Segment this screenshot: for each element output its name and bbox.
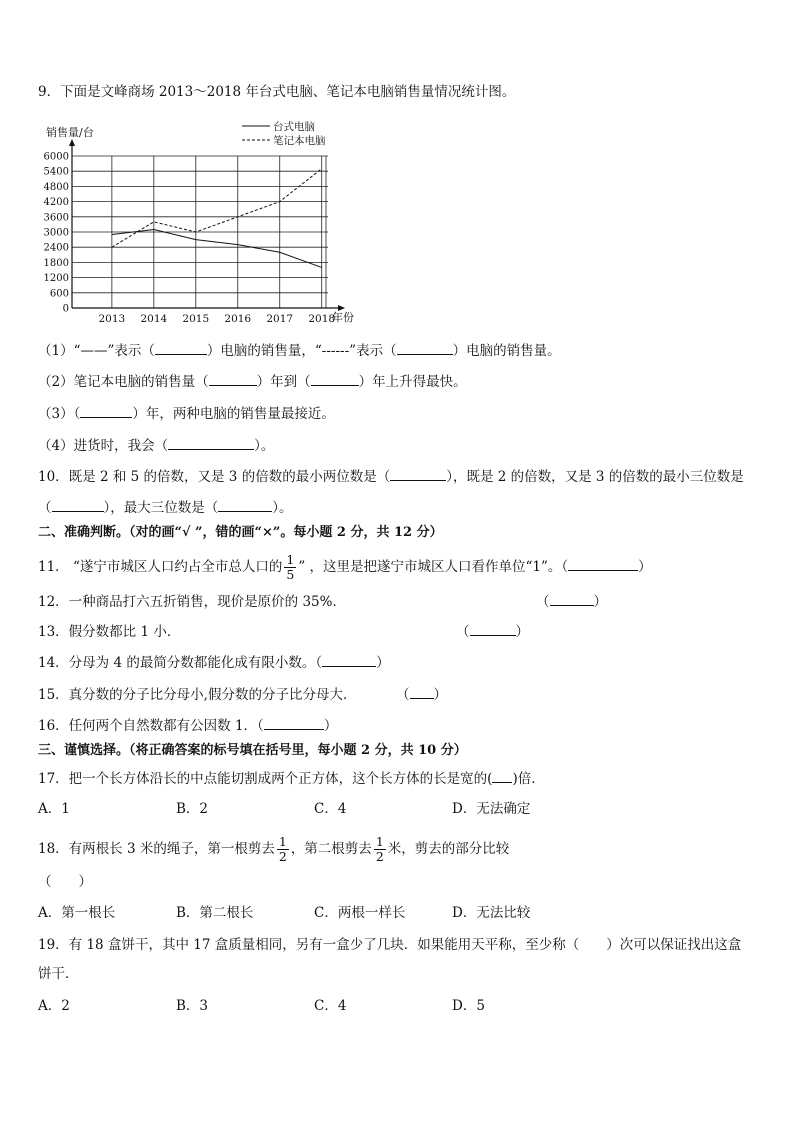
y-tick-label: 0 (62, 303, 69, 315)
q17-option-a[interactable]: A．1 (38, 801, 70, 817)
q15-blank[interactable] (410, 685, 434, 699)
q9-sub1: （1）“——”表示（ ）电脑的销售量，“------”表示（ ）电脑的销售量。 (38, 343, 561, 359)
q18-stem: 18．有两根长 3 米的绳子，第一根剪去 $\frac{1}{2}$ ，第二根剪去 $\frac{1}{2}$ 米，剪去的部分比较 (38, 834, 510, 864)
q19-option-d[interactable]: D．5 (452, 998, 485, 1014)
q19-line1: 19．有 18 盒饼干，其中 17 盒质量相同，另有一盒少了几块．如果能用天平称，至少称（ ）次可以保证找出这盒 (38, 937, 742, 953)
q9-sub1-blank-2[interactable] (397, 341, 453, 355)
line-chart (30, 114, 360, 329)
q19-option-b[interactable]: B．3 (176, 998, 209, 1014)
q13-blank[interactable] (470, 622, 516, 636)
q12: 12．一种商品打六五折销售，现价是原价的 35%． (38, 594, 346, 610)
chart-legend (242, 120, 326, 147)
q9-sub2-blank-2[interactable] (311, 372, 359, 386)
section-2-heading: 二、准确判断。（对的画“√ ”，错的画“×”。每小题 2 分，共 12 分） (38, 525, 443, 540)
chart-series (112, 169, 322, 268)
legend-label-1: 台式电脑 (273, 121, 315, 133)
chart-axes (69, 139, 345, 311)
x-tick-label: 2014 (140, 313, 168, 325)
y-tick-label: 1200 (43, 273, 69, 285)
y-tick-label: 600 (49, 288, 69, 300)
q9-sub3-blank[interactable] (80, 404, 132, 418)
q18-option-d[interactable]: D．无法比较 (452, 905, 531, 921)
q11: 11． “遂宁市城区人口约占全市总人口的 $\frac{1}{5}$ ” ，这里是把遂宁市城区人口看作单位“1”。（ ） (38, 552, 652, 582)
x-tick-labels (99, 313, 336, 325)
q9-sub3: （3）（ ）年，两种电脑的销售量最接近。 (38, 406, 335, 422)
section-3-heading: 三、谨慎选择。（将正确答案的标号填在括号里，每小题 2 分，共 10 分） (38, 743, 467, 758)
x-tick-label: 2016 (224, 313, 252, 325)
q18-option-b[interactable]: B．第二根长 (176, 905, 254, 921)
q17-stem: 17．把一个长方体沿长的中点能切割成两个正方体，这个长方体的长是宽的( )倍． (38, 771, 545, 787)
y-tick-label: 4800 (43, 181, 69, 193)
x-tick-label: 2017 (266, 313, 294, 325)
q9-sub2-blank-1[interactable] (209, 372, 257, 386)
q14-blank[interactable] (322, 653, 376, 667)
y-axis-arrow (69, 139, 75, 146)
q9-sub2: （2）笔记本电脑的销售量（ ）年到（ ）年上升得最快。 (38, 374, 467, 390)
legend-label-2: 笔记本电脑 (273, 135, 326, 147)
x-tick-label: 2015 (182, 313, 210, 325)
q16: 16．任何两个自然数都有公因数 1．（ ） (38, 718, 338, 734)
q18-fraction-2: $\frac{1}{2}$ (375, 834, 384, 864)
q10-line2: （ ），最大三位数是（ ）。 (38, 500, 293, 516)
q17-option-b[interactable]: B．2 (176, 801, 209, 817)
y-tick-label: 4200 (43, 197, 69, 209)
q12-answer: （ ） (536, 594, 607, 610)
y-tick-label: 1800 (43, 257, 69, 269)
chart-grid (72, 156, 328, 308)
q17-option-c[interactable]: C．4 (314, 801, 347, 817)
q18-fraction-1: $\frac{1}{2}$ (278, 834, 287, 864)
y-axis-label: 销售量/台 (46, 126, 94, 139)
q13-answer: （ ） (456, 624, 529, 640)
y-tick-label: 5400 (43, 166, 69, 178)
q11-fraction: $\frac{1}{5}$ (286, 552, 295, 582)
x-axis-label: 年份 (332, 311, 354, 324)
q12-blank[interactable] (550, 592, 594, 606)
q10-blank-2[interactable] (52, 498, 104, 512)
q9-stem: 9．下面是文峰商场 2013～2018 年台式电脑、笔记本电脑销售量情况统计图。 (38, 84, 516, 100)
q10-blank-1[interactable] (390, 467, 446, 481)
y-tick-label: 6000 (43, 151, 69, 163)
q19-option-c[interactable]: C．4 (314, 998, 347, 1014)
q10-line1: 10．既是 2 和 5 的倍数，又是 3 的倍数的最小两位数是（ ），既是 2 的倍数，又是 3 的倍数的最小三位数是 (38, 469, 744, 485)
q17-option-d[interactable]: D．无法确定 (452, 801, 531, 817)
q9-sub4: （4）进货时，我会（ ）。 (38, 438, 275, 454)
series-line-2 (112, 169, 322, 248)
x-tick-label: 2018 (308, 313, 336, 325)
q19-line2: 饼干． (38, 966, 79, 982)
q15: 15．真分数的分子比分母小,假分数的分子比分母大． (38, 687, 357, 703)
q18-paren[interactable]: （ ） (38, 874, 92, 890)
x-tick-label: 2013 (98, 313, 126, 325)
q19-option-a[interactable]: A．2 (38, 998, 70, 1014)
q10-blank-3[interactable] (218, 498, 272, 512)
q11-blank[interactable] (568, 557, 638, 571)
y-tick-label: 2400 (43, 242, 69, 254)
q9-sub1-blank-1[interactable] (155, 341, 207, 355)
y-tick-label: 3000 (43, 227, 69, 239)
y-tick-labels (44, 152, 69, 315)
y-tick-label: 3600 (43, 212, 69, 224)
series-line-1 (112, 229, 322, 267)
q17-blank[interactable] (492, 769, 512, 783)
q9-sub4-blank[interactable] (168, 436, 254, 450)
q18-option-c[interactable]: C．两根一样长 (314, 905, 406, 921)
q18-option-a[interactable]: A．第一根长 (38, 905, 116, 921)
q14: 14．分母为 4 的最简分数都能化成有限小数。（ ） (38, 655, 390, 671)
q16-blank[interactable] (264, 716, 324, 730)
q15-answer: （ ） (396, 687, 447, 703)
q13: 13．假分数都比 1 小． (38, 624, 181, 640)
